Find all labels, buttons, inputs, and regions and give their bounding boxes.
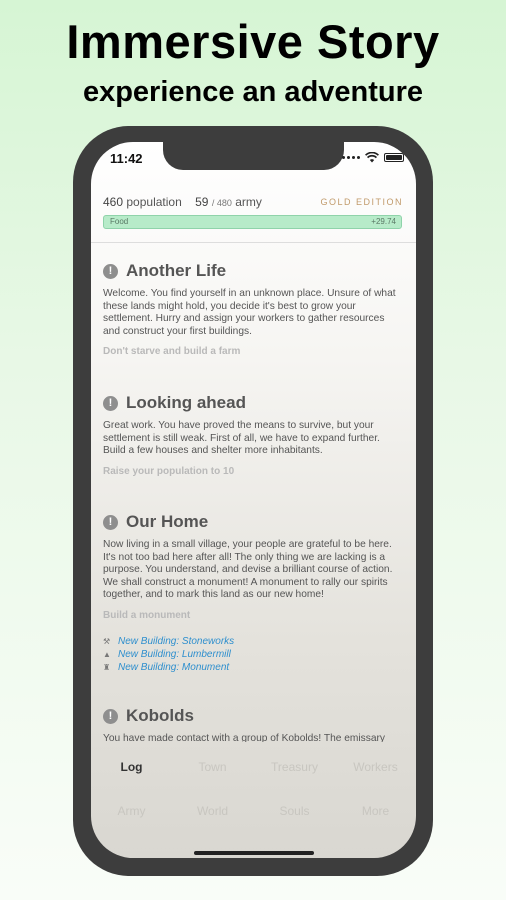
building-link-text: New Building: Monument — [118, 661, 230, 673]
entry-title: Another Life — [126, 261, 227, 280]
entry-goal: Raise your population to 10 — [103, 465, 235, 477]
entry-body: Now living in a small village, your people are grateful to be here. It's not too bad here after all! The only thing we are lacking is a purpose. You understand, and devise a brilliant course of action. We shall construct a monument! A monument to rally our spirits together, and to mark this land as our new home! — [103, 539, 393, 601]
building-link[interactable] — [103, 648, 403, 661]
exclamation-icon: ! — [103, 709, 118, 724]
tab-workers[interactable]: Workers — [353, 760, 398, 774]
entry-body: Great work. You have proved the means to survive, but your settlement is still weak. First of all, we have to expand further. Build a few houses and shelter more inhabitants. — [103, 420, 380, 457]
tab-more[interactable]: More — [361, 804, 390, 818]
promo-title: Immersive Story — [66, 15, 440, 68]
entry-body: You have made contact with a group of Kobolds! The emissary — [103, 733, 386, 742]
entry-goal: Build a monument — [103, 609, 191, 621]
log-entry — [103, 392, 403, 477]
battery-icon — [384, 153, 404, 162]
status-time: 11:42 — [110, 151, 143, 166]
notch — [163, 142, 344, 170]
food-label: Food — [110, 217, 129, 226]
log-entry — [103, 511, 403, 674]
food-bar[interactable] — [103, 215, 402, 229]
building-link[interactable] — [103, 661, 403, 674]
exclamation-icon: ! — [103, 396, 118, 411]
population-label: population — [126, 195, 182, 209]
entry-title: Our Home — [126, 512, 209, 531]
saw-icon: ▲ — [103, 649, 111, 659]
signal-icon — [342, 156, 360, 159]
story-log[interactable] — [103, 252, 403, 742]
tab-world[interactable]: World — [196, 804, 229, 818]
monument-icon: ♜ — [103, 662, 111, 672]
edition-badge: GOLD EDITION — [320, 197, 403, 207]
army-max: / 480 — [211, 198, 232, 208]
entry-title: Looking ahead — [126, 393, 246, 412]
divider — [91, 242, 416, 243]
building-link[interactable] — [103, 635, 403, 648]
tab-souls[interactable]: Souls — [279, 804, 310, 818]
home-indicator — [194, 851, 314, 855]
log-entry — [103, 705, 403, 742]
army-label: army — [235, 195, 262, 209]
status-icons — [342, 152, 404, 163]
tab-treasury[interactable]: Treasury — [271, 760, 318, 774]
tab-army[interactable]: Army — [117, 804, 146, 818]
wifi-icon — [365, 152, 379, 163]
promo-subtitle: experience an adventure — [82, 76, 424, 108]
tab-town[interactable]: Town — [198, 760, 227, 774]
tab-bar — [91, 742, 416, 858]
building-link-text: New Building: Lumbermill — [118, 648, 231, 660]
entry-goal: Don't starve and build a farm — [103, 346, 241, 358]
food-rate: +29.74 — [371, 217, 396, 226]
entry-title: Kobolds — [126, 706, 194, 725]
app-screen — [91, 142, 416, 858]
army-value: 59 — [195, 195, 209, 209]
building-link-text: New Building: Stoneworks — [118, 635, 235, 647]
exclamation-icon: ! — [103, 264, 118, 279]
exclamation-icon: ! — [103, 515, 118, 530]
log-entry — [103, 260, 403, 357]
tab-log[interactable]: Log — [120, 760, 143, 774]
population-value: 460 — [103, 195, 124, 209]
hammer-icon: ⚒ — [103, 636, 111, 646]
entry-body: Welcome. You find yourself in an unknown place. Unsure of what these lands might hold, you decide it's best to grow your settlement. Hurry and assign your workers to gather resources and construct your first buildings. — [103, 288, 396, 337]
building-list — [103, 635, 403, 674]
